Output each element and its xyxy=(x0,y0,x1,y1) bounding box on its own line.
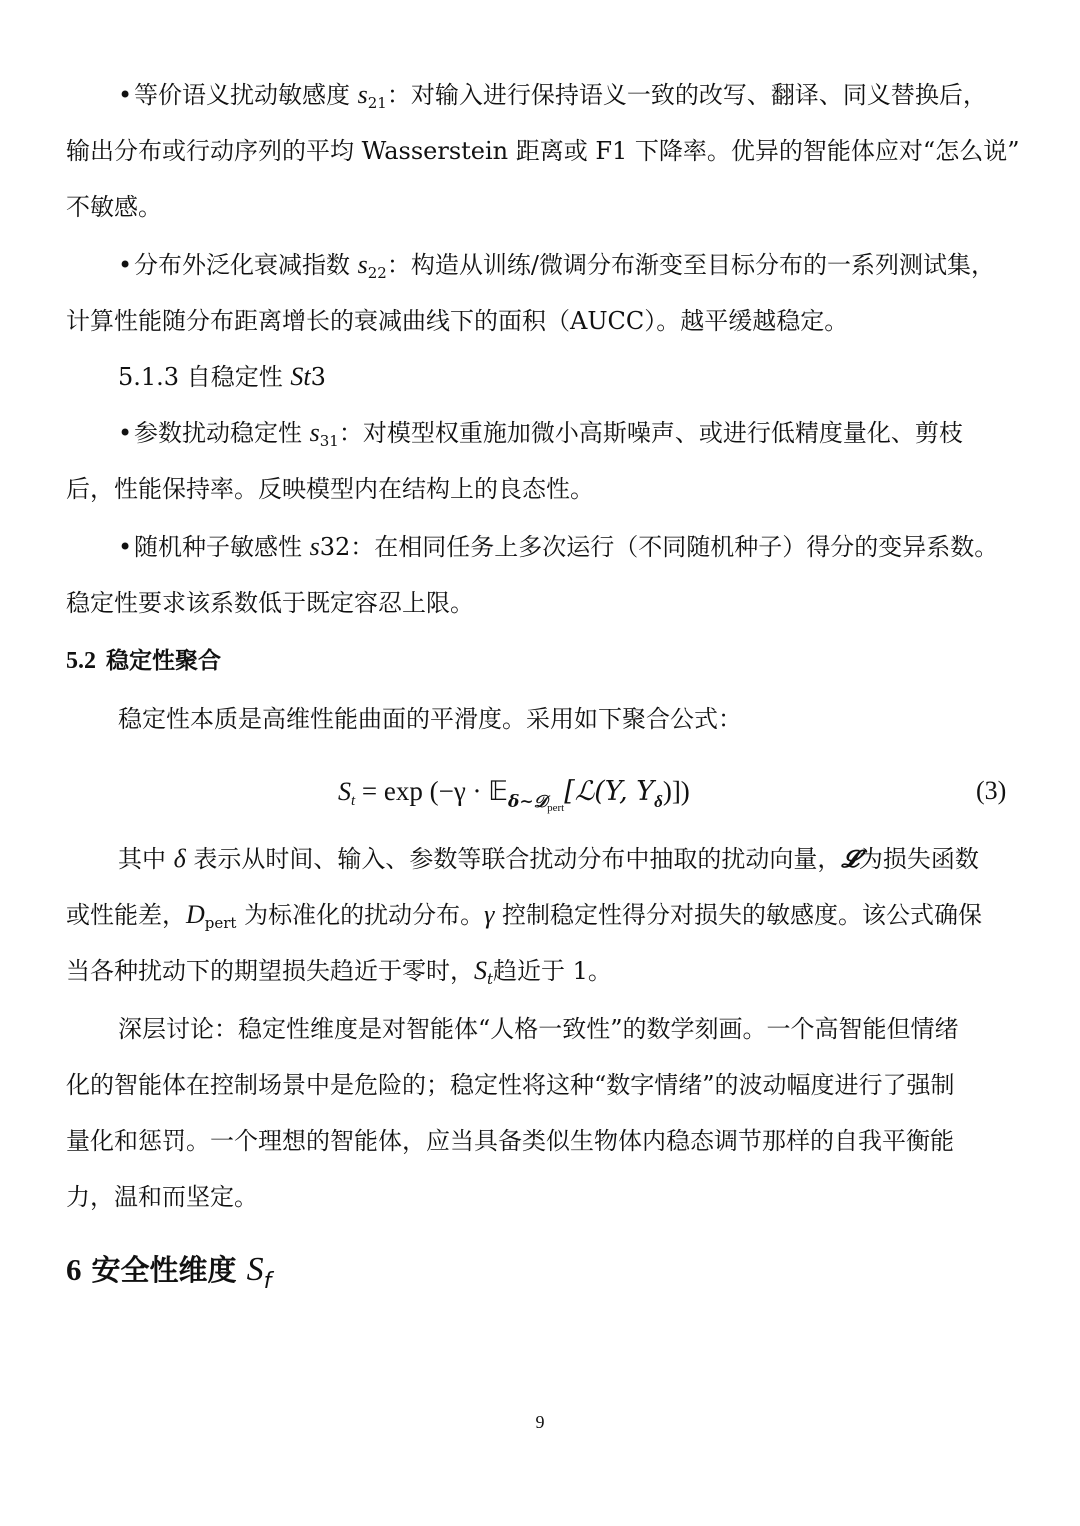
bullet-s32: •随机种子敏感性 s32：在相同任务上多次运行（不同随机种子）得分的变异系数。 xyxy=(118,532,999,561)
paragraph-line: 力，温和而坚定。 xyxy=(66,1183,258,1211)
equation-3: St = exp (−γ · 𝔼$_{\delta\sim 𝒟_{pert}}$[ℒ(Y, $Y_\delta$)]) xyxy=(338,776,690,814)
paragraph-line: 稳定性本质是高维性能曲面的平滑度。采用如下聚合公式： xyxy=(118,705,742,733)
paragraph-line: 其中 δ 表示从时间、输入、参数等联合扰动分布中抽取的扰动向量，𝓛为损失函数 xyxy=(118,844,979,873)
paragraph-line: 计算性能随分布距离增长的衰减曲线下的面积（AUCC）。越平缓越稳定。 xyxy=(66,307,849,335)
section-heading-5-2: 5.2 稳定性聚合 xyxy=(66,648,221,674)
bullet-s31: •参数扰动稳定性 $s_{31}$：对模型权重施加微小高斯噪声、或进行低精度量化、剪枝 xyxy=(118,418,963,450)
paragraph-line: 后，性能保持率。反映模型内在结构上的良态性。 xyxy=(66,475,594,503)
bullet-s22: •分布外泛化衰减指数 $s_{22}$：构造从训练/微调分布渐变至目标分布的一系列测试集， xyxy=(118,250,995,282)
page-number: 9 xyxy=(535,1412,545,1432)
paragraph-line: 输出分布或行动序列的平均 Wasserstein 距离或 F1 下降率。优异的智能体应对“怎么说” xyxy=(66,137,1020,165)
paragraph-line: 深层讨论：稳定性维度是对智能体“人格一致性”的数学刻画。一个高智能但情绪 xyxy=(118,1015,959,1043)
equation-number: (3) xyxy=(976,776,1007,805)
paragraph-line: 当各种扰动下的期望损失趋近于零时，$S_t$趋近于 1。 xyxy=(66,956,612,988)
subsection-heading-5-1-3: 5.1.3 自稳定性 St3 xyxy=(118,362,326,391)
bullet-s21: •等价语义扰动敏感度 $s_{21}$：对输入进行保持语义一致的改写、翻译、同义替换后， xyxy=(118,80,987,112)
paragraph-line: 化的智能体在控制场景中是危险的；稳定性将这种“数字情绪”的波动幅度进行了强制 xyxy=(66,1071,955,1099)
paragraph-line: 量化和惩罚。一个理想的智能体，应当具备类似生物体内稳态调节那样的自我平衡能 xyxy=(66,1127,954,1155)
paragraph-line: 稳定性要求该系数低于既定容忍上限。 xyxy=(66,589,474,617)
paragraph-line: 或性能差，$D_{pert}$ 为标准化的扰动分布。γ 控制稳定性得分对损失的敏感度。该公式确保 xyxy=(66,900,982,932)
paragraph-line: 不敏感。 xyxy=(66,193,162,221)
section-heading-6: 6 安全性维度 $S_f$ xyxy=(66,1251,272,1294)
